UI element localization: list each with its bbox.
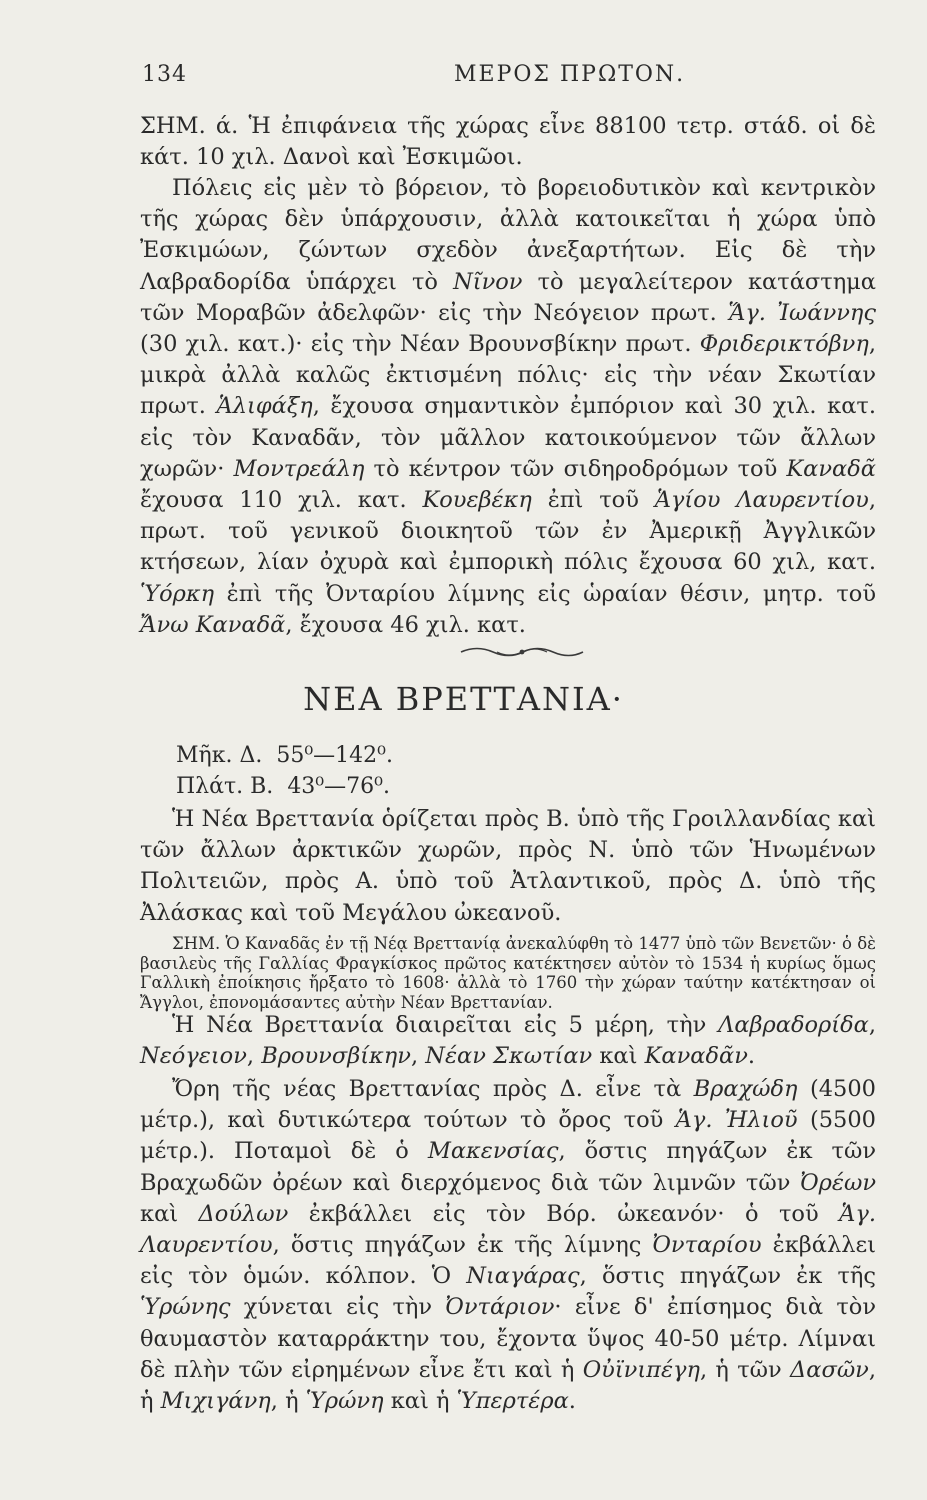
text-run: Ὄρη τῆς νέας Βρεττανίας πρὸς Δ. εἶνε τὰ	[172, 1076, 694, 1102]
latitude-label: Πλάτ. Β.	[176, 774, 274, 799]
text-run: , ὅστις πηγάζων ἐκ τῆς	[579, 1263, 876, 1290]
place-name: Ἁγίου Λαυρεντίου	[654, 487, 869, 514]
place-name: Κουεβέκη	[422, 487, 532, 514]
longitude-line	[176, 740, 407, 771]
longitude-value: 55⁰—142⁰.	[276, 743, 393, 768]
text-run: καὶ	[592, 1043, 645, 1070]
text-run: καὶ	[140, 1200, 199, 1227]
place-name: Ὑρώνης	[140, 1294, 231, 1321]
text-run: (5500 μέτρ.). Ποταμοὶ δὲ ὁ	[140, 1107, 876, 1165]
paragraph-borders	[140, 804, 876, 929]
text-run: , ὅστις πηγάζων ἐκ τῆς λίμνης	[272, 1232, 653, 1259]
text-run: ἐπὶ τῆς Ὀνταρίου λίμνης εἰς ὡραίαν θέσιν, μητρ. τοῦ	[214, 580, 876, 607]
place-name: Ἁγ. Ἠλιοῦ	[675, 1107, 798, 1134]
text-run: ἔχουσα 110 χιλ. κατ.	[140, 487, 423, 514]
text-run: .	[747, 1043, 756, 1070]
place-name: Βρουνσβίκην	[261, 1043, 411, 1070]
text-run: καὶ ἡ	[383, 1388, 457, 1415]
section-title: ΝΕΑ ΒΡΕΤΤΑΝΙΑ·	[303, 680, 624, 718]
place-name: Ὀρέων	[800, 1169, 876, 1196]
text-run: , ἡ	[140, 1356, 877, 1415]
note-surface-area	[140, 111, 876, 173]
note-history	[140, 934, 876, 1012]
longitude-label: Μῆκ. Δ.	[176, 743, 263, 768]
text-run: , μικρὰ ἀλλὰ καλῶς ἐκτισμένη πόλις· εἰς τὴν νέαν Σκωτίαν πρωτ.	[140, 331, 876, 420]
place-name: Νιαγάρας	[466, 1263, 580, 1290]
latitude-value: 43⁰—76⁰.	[287, 774, 390, 799]
place-name: Λαβραδορίδα	[718, 1012, 869, 1038]
text-run: , ἡ τῶν	[699, 1356, 791, 1383]
text-run: Πόλεις εἰς μὲν τὸ βόρειον, τὸ βορειοδυτικὸν καὶ κεντρικὸν τῆς χώρας δὲν ὑπάρχουσιν, ἀλλὰ κατοικεῖται ἡ χώρα ὑπὸ Ἐσκιμώων, ζώντων σχεδὸν ἀνεξαρτήτων. Εἰς δὲ τὴν Λαβραδορίδα ὑπάρχει τὸ	[140, 175, 876, 295]
text-run: ,	[868, 1012, 876, 1038]
text-run: .	[568, 1388, 576, 1415]
note-text: ΣΗΜ. ά. Ἡ ἐπιφάνεια τῆς χώρας εἶνε 88100 τετρ. στάδ. οἱ δὲ κάτ. 10 χιλ. Δανοὶ καὶ Ἐσκιμῶοι.	[140, 113, 876, 171]
place-name: Νῖνον	[453, 268, 523, 295]
text-run: χύνεται εἰς τὴν	[230, 1294, 446, 1321]
place-name: Δασῶν	[790, 1356, 869, 1383]
place-name: Καναδᾶ	[786, 455, 876, 482]
text-run: (4500 μέτρ.), καὶ δυτικώτερα τούτων τὸ ὄρος τοῦ	[140, 1076, 876, 1134]
place-name: Ὑρώνη	[305, 1388, 384, 1415]
text-run: , ἔχουσα σημαντικὸν ἐμπόριον καὶ 30 χιλ. κατ. εἰς τὸν Καναδᾶν, τὸν μᾶλλον κατοικούμενον τῶν ἄλλων χωρῶν·	[140, 393, 876, 482]
paragraph-division-text	[140, 1010, 876, 1072]
latitude-line	[176, 771, 407, 802]
coordinates	[176, 740, 407, 802]
place-name: Μακενσίας	[427, 1138, 559, 1165]
place-name: Ὀντάριον	[445, 1294, 555, 1321]
text-run: (30 χιλ. κατ.)· εἰς τὴν Νέαν Βρουνσβίκην πρωτ.	[140, 331, 700, 358]
place-name: Ἁλιφάξη	[216, 393, 313, 420]
place-name: Ὑόρκη	[140, 580, 215, 607]
place-name: Ὀνταρίου	[652, 1232, 762, 1259]
text-run: , ἔχουσα 46 χιλ. κατ.	[285, 611, 526, 638]
paragraph-mountains-rivers	[140, 1074, 876, 1417]
text-run: ἐκβάλλει εἰς τὸν ὁμών. κόλπον. Ὁ	[140, 1232, 876, 1290]
text-run: ,	[246, 1043, 262, 1070]
note-history-text: ΣΗΜ. Ὁ Καναδᾶς ἐν τῇ Νέᾳ Βρεττανίᾳ ἀνεκαλύφθη τὸ 1477 ὑπὸ τῶν Βενετῶν· ὁ δὲ βασιλεὺς τῆς Γαλλίας Φραγκίσκος πρῶτος κατέκτησεν αὐτὸν τὸ 1534 ἡ κυρίως ὅμως Γαλλικὴ ἐποίκησις ἤρξατο τὸ 1608· ἀλλὰ τὸ 1760 τὴν χώραν ταύτην κατέκτησαν οἱ Ἄγγλοι, ἐπονομάσαντες αὐτὴν Νέαν Βρεττανίαν.	[140, 934, 876, 1012]
place-name: Οὐϊνιπέγη	[582, 1356, 700, 1383]
text-run: ἐκβάλλει εἰς τὸν Βόρ. ὠκεανόν· ὁ τοῦ	[288, 1200, 840, 1227]
place-name: Καναδᾶν	[644, 1043, 748, 1070]
paragraph-mountains-text	[140, 1074, 876, 1417]
paragraph-cities	[140, 173, 876, 641]
place-name: Ἅγ. Ἰωάννης	[728, 299, 877, 326]
text-run: , πρωτ. τοῦ γενικοῦ διοικητοῦ τῶν ἐν Ἀμερικῇ Ἀγγλικῶν κτήσεων, λίαν ὀχυρὰ καὶ ἐμπορικὴ πόλις ἔχουσα 60 χιλ, κατ.	[140, 487, 876, 576]
text-run: , ἡ	[270, 1388, 306, 1415]
place-name: Ἁγ. Λαυρεντίου	[140, 1200, 876, 1259]
text-run: Ἡ Νέα Βρεττανία διαιρεῖται εἰς 5 μέρη, τὴν	[172, 1012, 719, 1038]
place-name: Ἄνω Καναδᾶ	[140, 611, 286, 638]
running-head	[142, 62, 894, 92]
ornament-divider	[457, 642, 587, 662]
page-number: 134	[142, 62, 187, 87]
text-run: · εἶνε δ' ἐπίσημος διὰ τὸν θαυμαστὸν καταρράκτην του, ἔχοντα ὕψος 40-50 μέτρ. Λίμναι δὲ πλὴν τῶν εἰρημένων εἶνε ἔτι καὶ ἡ	[140, 1294, 877, 1383]
paragraph-cities-text	[140, 173, 876, 641]
place-name: Νεόγειον	[140, 1043, 247, 1070]
place-name: Ὑπερτέρα	[456, 1388, 569, 1415]
text-run: τὸ μεγαλείτερον κατάστημα τῶν Μοραβῶν ἀδελφῶν· εἰς τὴν Νεόγειον πρωτ.	[140, 268, 876, 326]
place-name: Δούλων	[198, 1200, 289, 1227]
place-name: Φριδερικτόβνη	[699, 331, 869, 358]
place-name: Μοντρεάλη	[233, 455, 365, 482]
running-title: ΜΕΡΟΣ ΠΡΩΤΟΝ.	[454, 62, 686, 87]
paragraph-borders-text: Ἡ Νέα Βρεττανία ὁρίζεται πρὸς Β. ὑπὸ τῆς Γροιλλανδίας καὶ τῶν ἄλλων ἀρκτικῶν χωρῶν, πρὸς Ν. ὑπὸ τῶν Ἡνωμένων Πολιτειῶν, πρὸς Α. ὑπὸ τοῦ Ἀτλαντικοῦ, πρὸς Δ. ὑπὸ τῆς Ἀλάσκας καὶ τοῦ Μεγάλου ὠκεανοῦ.	[140, 806, 876, 926]
text-run: ,	[410, 1043, 426, 1070]
text-run: , ὅστις πηγάζων ἐκ τῶν Βραχωδῶν ὀρέων καὶ διερχόμενος διὰ τῶν λιμνῶν τῶν	[140, 1138, 876, 1196]
place-name: Βραχώδη	[693, 1076, 798, 1102]
paragraph-division	[140, 1010, 876, 1072]
place-name: Μιχιγάνη	[160, 1388, 271, 1415]
place-name: Νέαν Σκωτίαν	[425, 1043, 593, 1070]
text-run: τὸ κέντρον τῶν σιδηροδρόμων τοῦ	[364, 455, 787, 482]
text-run: ἐπὶ τοῦ	[531, 487, 655, 514]
